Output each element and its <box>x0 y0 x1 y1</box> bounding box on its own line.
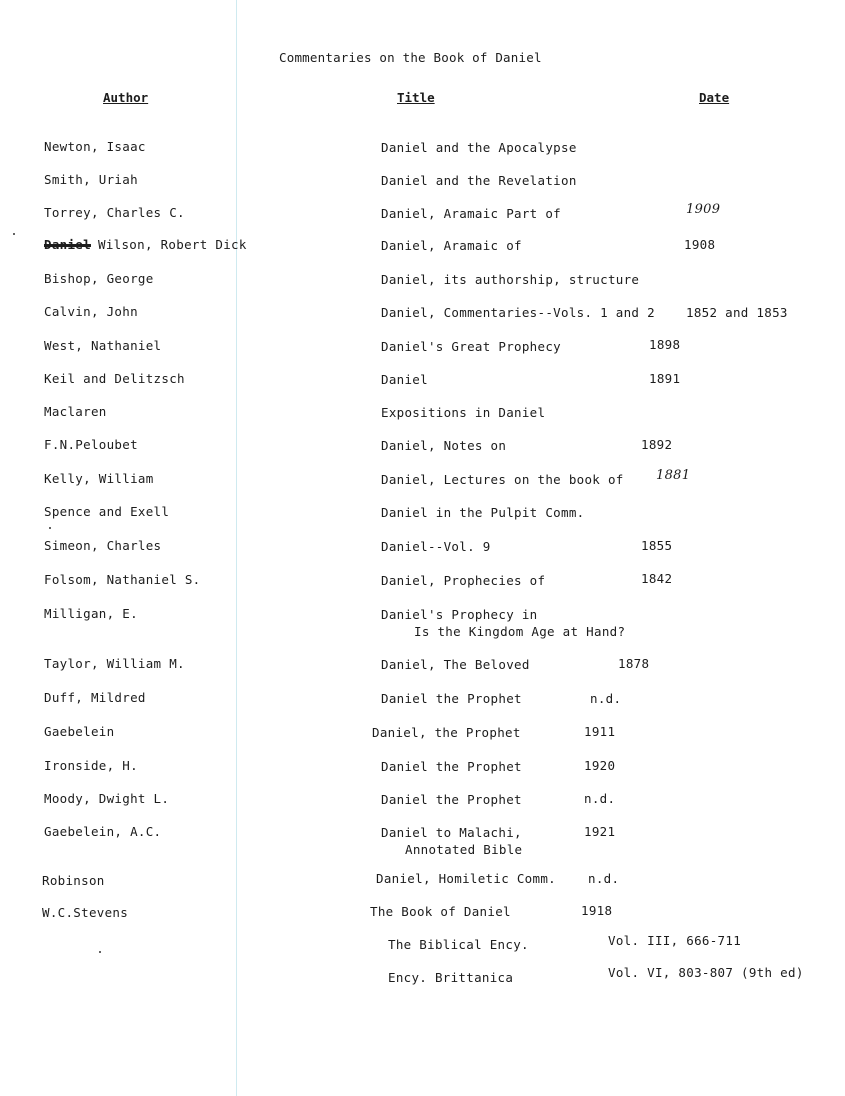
date-cell: 1898 <box>649 337 681 352</box>
title-cell: Daniel, its authorship, structure <box>381 272 640 287</box>
column-header-author: Author <box>103 90 149 105</box>
author-cell: Milligan, E. <box>44 606 138 621</box>
title-cell: Daniel, Lectures on the book of <box>381 472 624 487</box>
date-cell: 1918 <box>581 903 613 918</box>
author-cell: W.C.Stevens <box>42 905 129 920</box>
author-cell: Wilson, Robert Dick <box>98 237 247 252</box>
date-cell: 1909 <box>686 202 721 217</box>
author-cell: Keil and Delitzsch <box>44 371 185 386</box>
title-cell: Daniel in the Pulpit Comm. <box>381 505 585 520</box>
title-cell: Daniel the Prophet <box>381 759 522 774</box>
fold-line <box>236 0 237 1096</box>
title-cell: Daniel, Aramaic Part of <box>381 206 561 221</box>
paper-speck <box>49 527 51 529</box>
author-cell: Ironside, H. <box>44 758 138 773</box>
title-cell: Daniel, Homiletic Comm. <box>376 871 556 886</box>
author-cell: Taylor, William M. <box>44 656 185 671</box>
date-cell: 1911 <box>584 724 616 739</box>
author-cell: Moody, Dwight L. <box>44 791 170 806</box>
title-cell-line2: Is the Kingdom Age at Hand? <box>414 624 626 639</box>
date-cell: Vol. VI, 803-807 (9th ed) <box>608 965 804 980</box>
title-cell: Daniel, the Prophet <box>372 725 521 740</box>
date-cell: 1842 <box>641 571 673 586</box>
author-cell: Kelly, William <box>44 471 154 486</box>
title-cell: Daniel <box>381 372 428 387</box>
title-cell: Daniel's Prophecy in <box>381 607 538 622</box>
title-cell: Daniel--Vol. 9 <box>381 539 491 554</box>
author-cell: West, Nathaniel <box>44 338 162 353</box>
author-cell: Torrey, Charles C. <box>44 205 185 220</box>
author-cell: Robinson <box>42 873 105 888</box>
title-cell: Daniel's Great Prophecy <box>381 339 561 354</box>
date-cell: 1881 <box>656 468 691 483</box>
struck-out-word: Daniel <box>44 237 91 252</box>
author-cell: Folsom, Nathaniel S. <box>44 572 201 587</box>
author-cell: Calvin, John <box>44 304 138 319</box>
date-cell: 1855 <box>641 538 673 553</box>
date-cell: 1908 <box>684 237 716 252</box>
title-cell: Daniel and the Apocalypse <box>381 140 577 155</box>
author-cell: Gaebelein <box>44 724 115 739</box>
title-cell: Expositions in Daniel <box>381 405 546 420</box>
date-cell: n.d. <box>584 791 616 806</box>
paper-speck <box>99 951 101 953</box>
date-cell: n.d. <box>588 871 620 886</box>
date-cell: 1892 <box>641 437 673 452</box>
title-cell: Daniel and the Revelation <box>381 173 577 188</box>
author-cell: Simeon, Charles <box>44 538 162 553</box>
date-cell: 1921 <box>584 824 616 839</box>
author-cell: Gaebelein, A.C. <box>44 824 162 839</box>
date-cell: 1891 <box>649 371 681 386</box>
title-cell-line2: Annotated Bible <box>405 842 523 857</box>
paper-speck <box>13 233 15 235</box>
document-title: Commentaries on the Book of Daniel <box>279 50 542 65</box>
title-cell: The Biblical Ency. <box>388 937 529 952</box>
title-cell: Daniel the Prophet <box>381 792 522 807</box>
title-cell: Ency. Brittanica <box>388 970 514 985</box>
author-cell: Maclaren <box>44 404 107 419</box>
date-cell: n.d. <box>590 691 622 706</box>
title-cell: Daniel, Notes on <box>381 438 507 453</box>
date-cell: 1852 and 1853 <box>686 305 788 320</box>
title-cell: Daniel, Commentaries--Vols. 1 and 2 <box>381 305 655 320</box>
title-cell: Daniel, Prophecies of <box>381 573 546 588</box>
author-cell: Duff, Mildred <box>44 690 146 705</box>
title-cell: The Book of Daniel <box>370 904 511 919</box>
column-header-title: Title <box>397 90 435 105</box>
author-cell: Smith, Uriah <box>44 172 138 187</box>
date-cell: 1920 <box>584 758 616 773</box>
author-cell: F.N.Peloubet <box>44 437 138 452</box>
author-cell: Newton, Isaac <box>44 139 146 154</box>
title-cell: Daniel, The Beloved <box>381 657 530 672</box>
author-cell: Bishop, George <box>44 271 154 286</box>
title-cell: Daniel to Malachi, <box>381 825 522 840</box>
title-cell: Daniel, Aramaic of <box>381 238 522 253</box>
date-cell: Vol. III, 666-711 <box>608 933 742 948</box>
title-cell: Daniel the Prophet <box>381 691 522 706</box>
author-cell: Spence and Exell <box>44 504 170 519</box>
date-cell: 1878 <box>618 656 650 671</box>
column-header-date: Date <box>699 90 730 105</box>
